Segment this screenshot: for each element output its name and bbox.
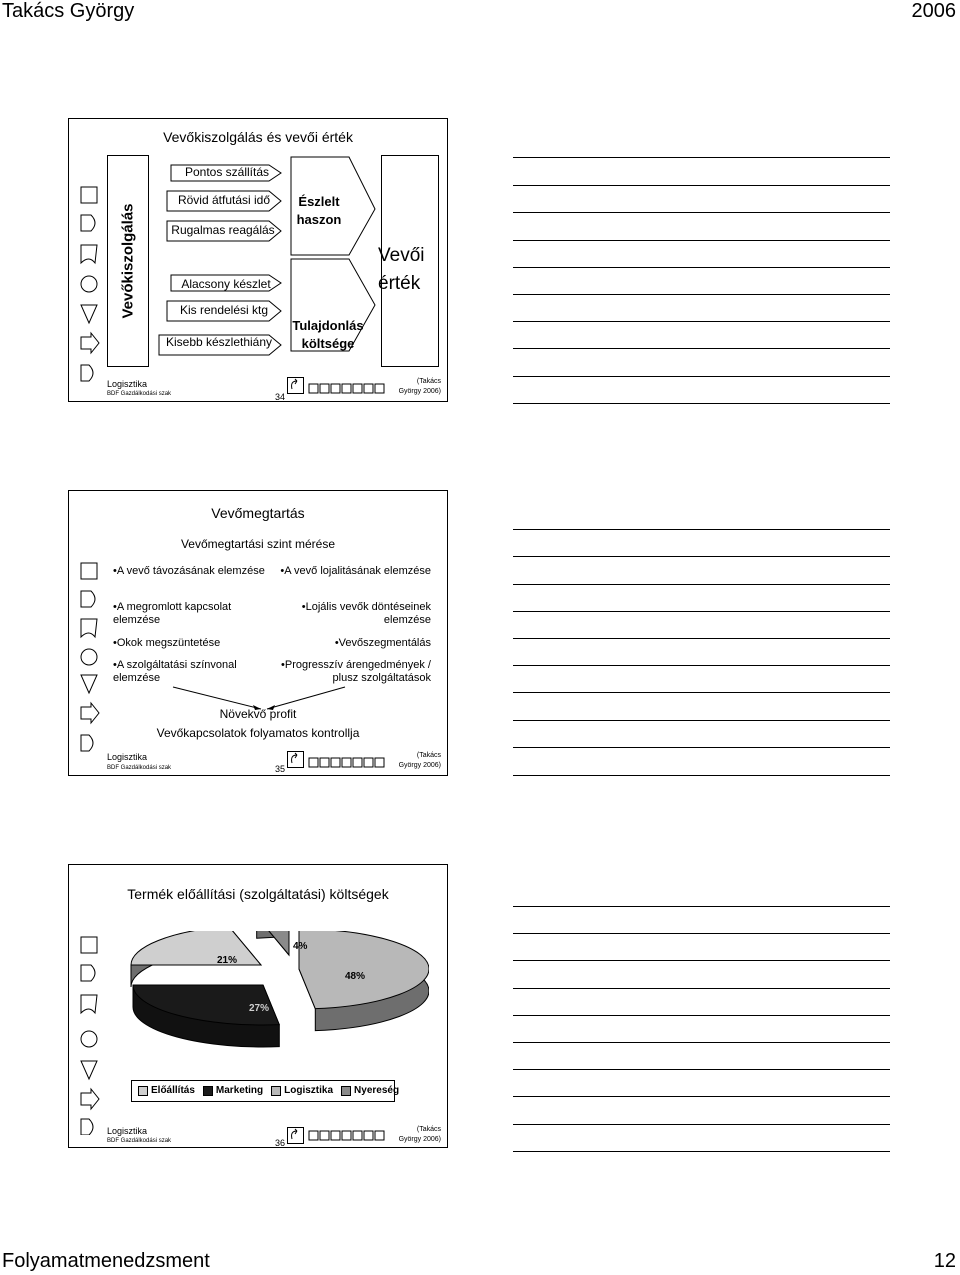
slide-title: Vevőkiszolgálás és vevői érték	[163, 129, 353, 145]
chart-legend	[131, 1080, 400, 1102]
legend-item-előállítás	[138, 1085, 195, 1096]
perceived-benefit: Észlelt haszon	[296, 194, 342, 227]
customer-value: Vevői érték	[378, 245, 425, 294]
slide-title: Vevőmegtartás	[211, 505, 305, 521]
pie-label-marketing: 27%	[249, 1003, 270, 1014]
navigation-icons	[79, 935, 101, 1135]
pie-label-előállítás: 21%	[217, 955, 238, 966]
arrow-label-2: Rövid átfutási idő	[177, 193, 271, 207]
pie-slice-előállítás	[131, 931, 261, 965]
legend-swatch	[138, 1086, 148, 1096]
vertical-label: Vevőkiszolgálás	[119, 203, 137, 319]
footer-left: Folyamatmenedzsment	[2, 1250, 210, 1272]
footer-school: BDF Gazdálkodási szak	[107, 391, 172, 397]
legend-label: Marketing	[215, 1085, 264, 1096]
slide-36	[68, 864, 448, 1148]
right-item-1: •A vevő lojalitásának elemzése	[280, 565, 431, 577]
slide-subtitle: Vevőmegtartási szint mérése	[180, 537, 336, 551]
legend-item-logisztika	[271, 1085, 333, 1096]
pie-label-nyereség: 4%	[293, 941, 308, 952]
page-number: 34	[275, 392, 286, 402]
navigation-icons	[79, 185, 101, 395]
left-item-2: •A megromlott kapcsolat elemzése	[113, 601, 232, 626]
nav-buttons[interactable]	[287, 751, 393, 769]
page-number: 35	[275, 764, 286, 774]
legend-item-marketing	[203, 1085, 263, 1096]
slide-title: Termék előállítási (szolgáltatási) költségek	[127, 886, 389, 902]
right-item-3: •Vevőszegmentálás	[334, 637, 431, 649]
header-left: Takács György	[2, 0, 135, 22]
growing-profit: Növekvő profit	[219, 707, 297, 721]
cost-pie-chart	[129, 931, 429, 1051]
legend-label: Logisztika	[284, 1085, 334, 1096]
arrow-label-3: Rugalmas reagálás	[171, 223, 275, 237]
arrow-label-6: Kisebb készlethiány	[165, 335, 273, 349]
credit: (Takács György 2006)	[398, 1126, 441, 1143]
service-box	[107, 155, 149, 367]
footer-school: BDF Gazdálkodási szak	[107, 1138, 172, 1144]
footer-right: 12	[933, 1250, 956, 1272]
page-number: 36	[275, 1138, 286, 1148]
nav-buttons[interactable]	[287, 377, 393, 395]
left-item-3: •Okok megszüntetése	[113, 637, 221, 649]
arrow-label-5: Kis rendelési ktg	[179, 303, 269, 317]
header-right: 2006	[911, 0, 956, 22]
customer-value-box	[378, 155, 439, 367]
legend-label: Előállítás	[151, 1085, 195, 1096]
legend-swatch	[203, 1086, 213, 1096]
credit: (Takács György 2006)	[398, 752, 441, 769]
pie-label-logisztika: 48%	[345, 971, 366, 982]
legend-swatch	[341, 1086, 351, 1096]
nav-buttons[interactable]	[287, 1127, 393, 1145]
footer-course: Logisztika	[107, 752, 148, 762]
footer-school: BDF Gazdálkodási szak	[107, 765, 172, 771]
arrow-label-1: Pontos szállítás	[184, 165, 270, 179]
continuous-control: Vevőkapcsolatok folyamatos kontrollja	[156, 726, 360, 740]
ownership-cost: Tulajdonlás költsége	[292, 318, 364, 351]
credit: (Takács György 2006)	[398, 378, 441, 395]
legend-label: Nyereség	[354, 1085, 400, 1096]
legend-swatch	[271, 1086, 281, 1096]
footer-course: Logisztika	[107, 379, 148, 389]
arrow-label-4: Alacsony készlet	[181, 277, 271, 291]
left-item-1: •A vevő távozásának elemzése	[113, 565, 265, 577]
slide-35	[68, 490, 448, 776]
legend-item-nyereség	[341, 1085, 399, 1096]
right-item-4: •Progresszív árengedmények / plusz szolgáltatások	[281, 659, 431, 684]
slide-34	[68, 118, 448, 402]
footer-course: Logisztika	[107, 1126, 148, 1136]
right-item-2: •Lojális vevők döntéseinek elemzése	[301, 601, 431, 626]
left-item-4: •A szolgáltatási színvonal elemzése	[113, 659, 237, 684]
